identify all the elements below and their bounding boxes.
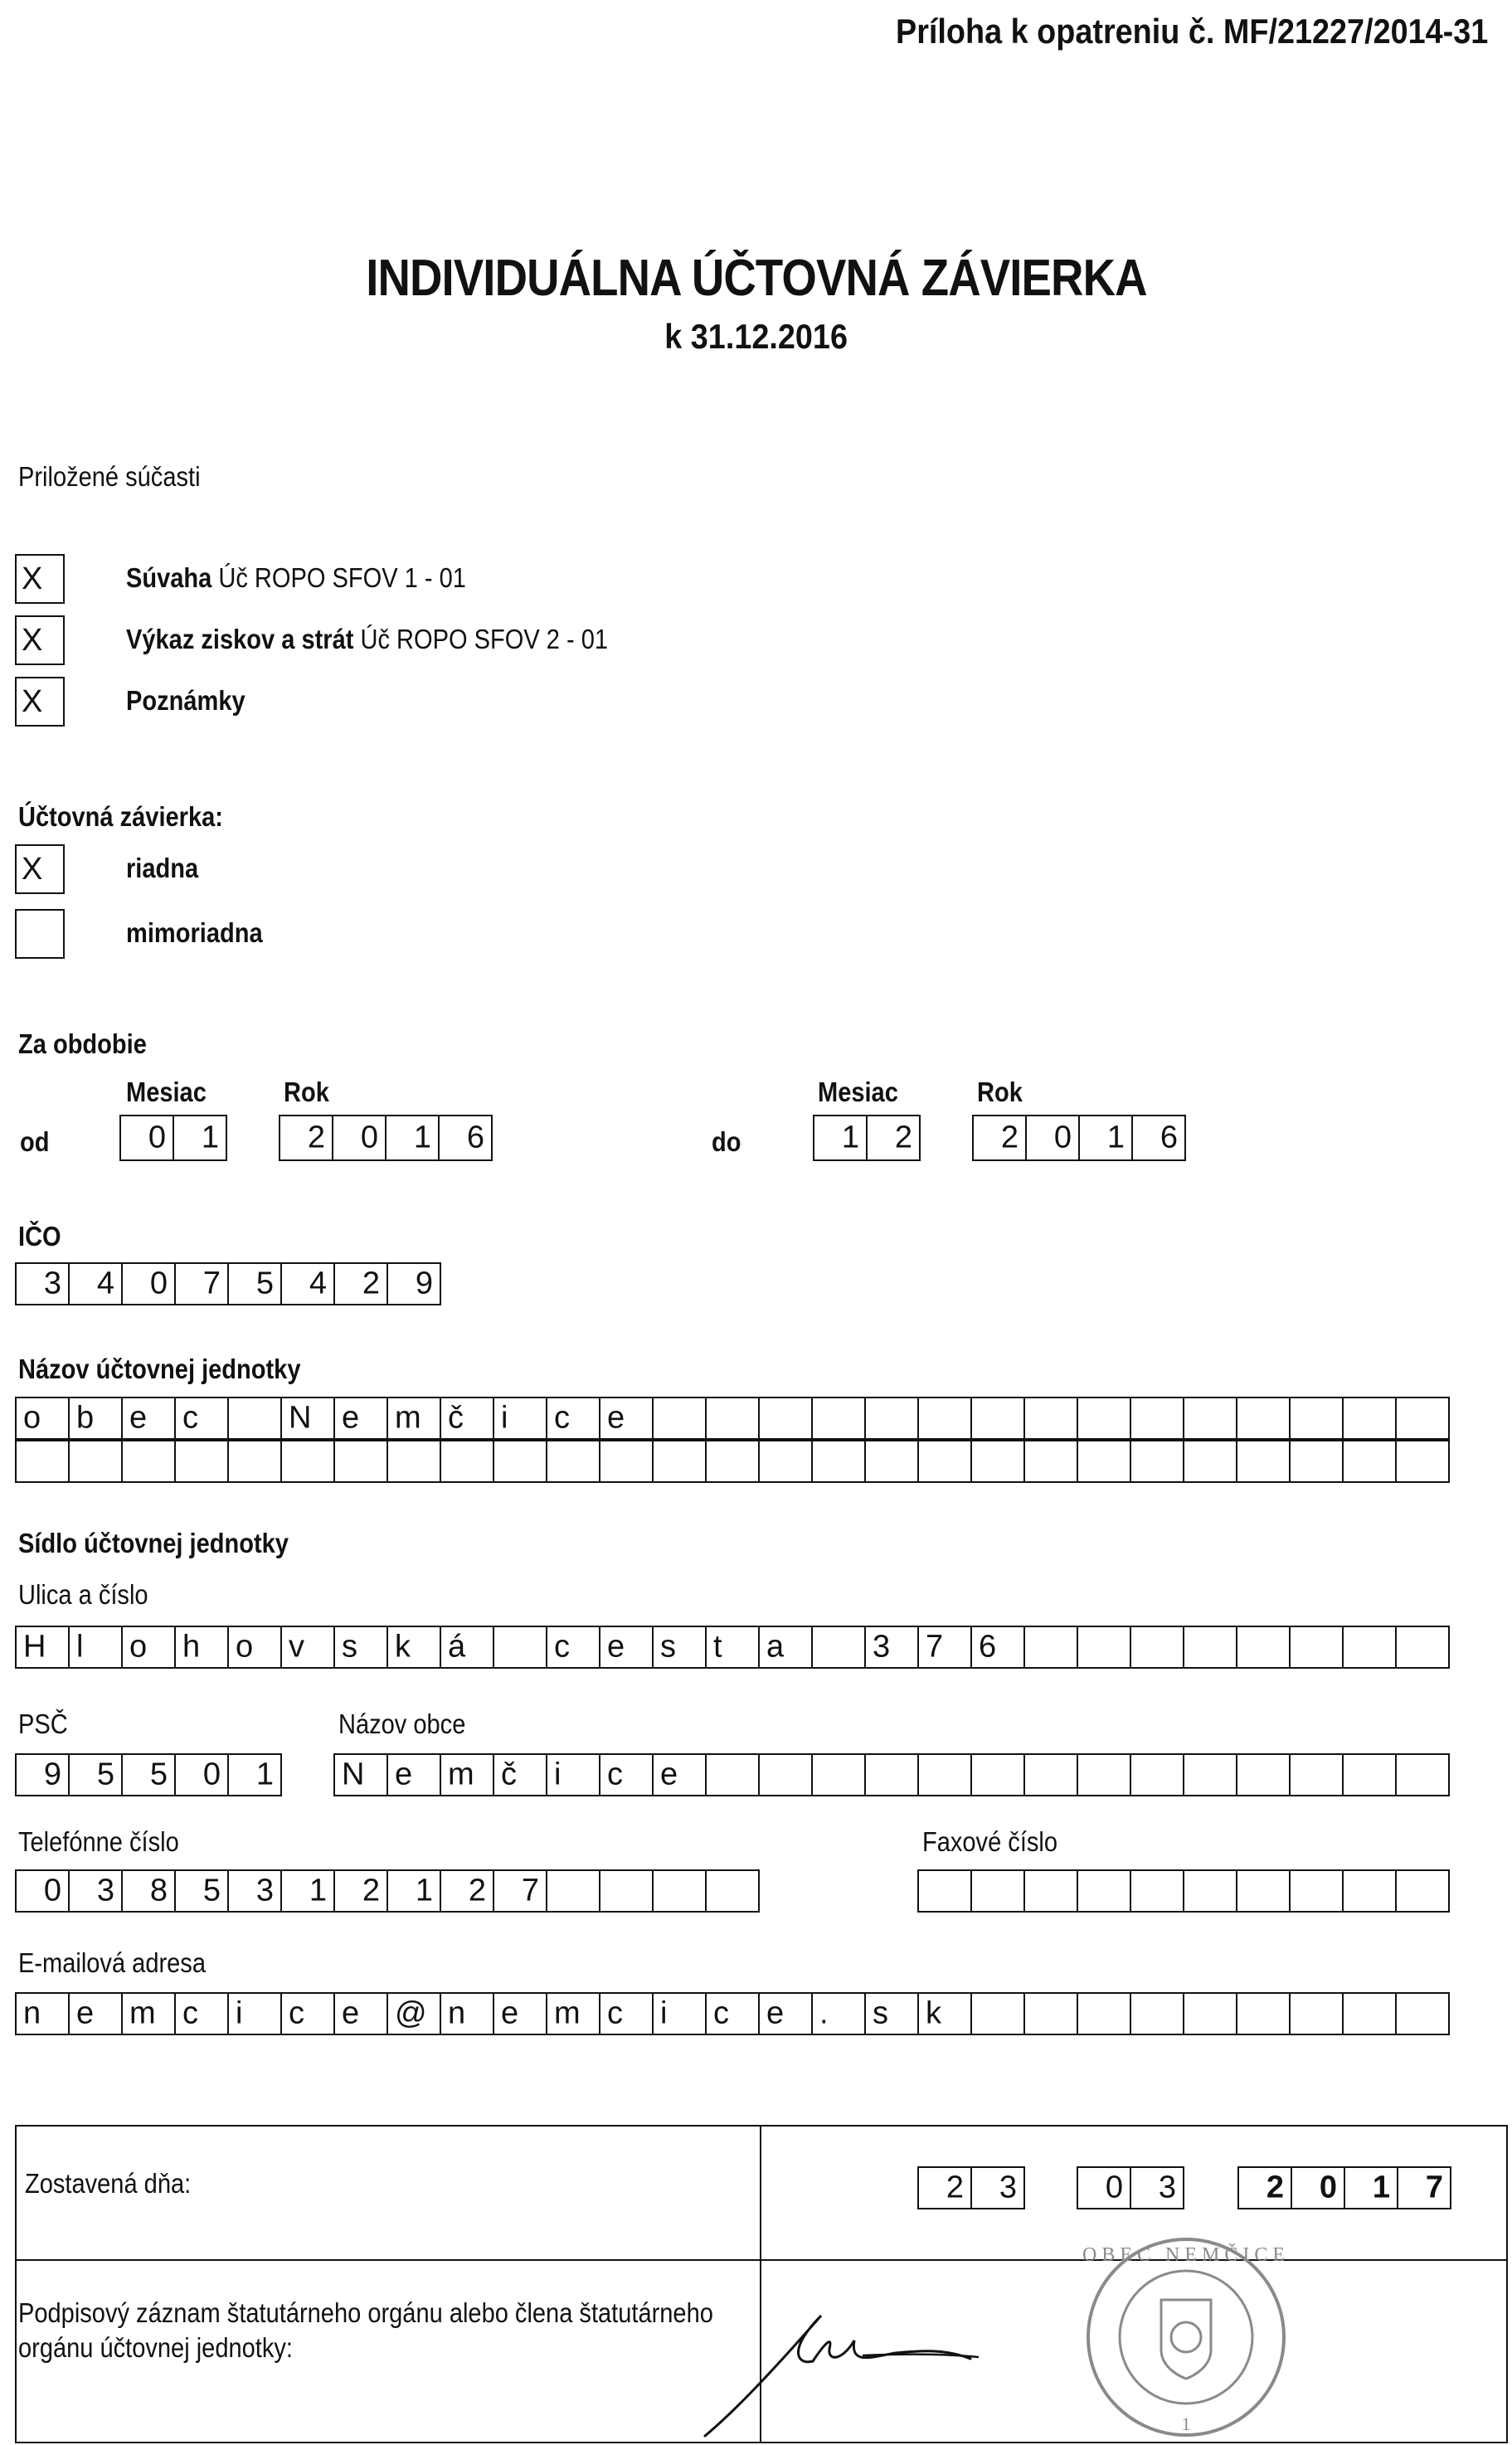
char-cell: [760, 1440, 813, 1483]
char-cell: a: [760, 1626, 813, 1669]
char-cell: [760, 1753, 813, 1796]
char-cell: [1025, 1869, 1078, 1913]
part-balance-sheet-checkbox[interactable]: X: [15, 554, 65, 604]
char-cell: [547, 1869, 600, 1913]
digit-cell: 2: [868, 1115, 921, 1161]
char-cell: [1344, 1869, 1397, 1913]
digit-cell: 5: [229, 1262, 282, 1305]
digit-cell: 2: [335, 1262, 388, 1305]
statement-extraordinary-checkbox[interactable]: [15, 909, 65, 959]
char-cell: [600, 1869, 654, 1913]
entity-name-label: Názov účtovnej jednotky: [18, 1354, 301, 1384]
char-cell: [866, 1397, 919, 1440]
char-cell: 5: [176, 1869, 229, 1913]
char-cell: [866, 1440, 919, 1483]
char-cell: 7: [919, 1626, 972, 1669]
digit-cell: 0: [121, 1115, 174, 1161]
char-cell: [972, 1440, 1025, 1483]
to-year-label: Rok: [977, 1077, 1023, 1107]
char-cell: [813, 1440, 866, 1483]
char-cell: [1078, 1753, 1131, 1796]
document-title: INDIVIDUÁLNA ÚČTOVNÁ ZÁVIERKA: [365, 250, 1147, 307]
from-month-label: Mesiac: [126, 1077, 207, 1107]
char-cell: [1291, 1869, 1344, 1913]
char-cell: [1397, 1440, 1450, 1483]
part-income-statement-checkbox[interactable]: X: [15, 615, 65, 665]
char-cell: .: [813, 1992, 866, 2035]
char-cell: [1184, 1992, 1237, 2035]
char-cell: [1397, 1869, 1450, 1913]
char-cell: [813, 1753, 866, 1796]
digit-cell: 2: [919, 2166, 972, 2209]
signature-label: Podpisový záznam štatutárneho orgánu alebo člena štatutárneho orgánu účtovnej jednotky:: [18, 2297, 713, 2363]
street-label: Ulica a číslo: [18, 1579, 148, 1610]
char-cell: e: [654, 1753, 707, 1796]
char-cell: [919, 1869, 972, 1913]
char-cell: [1237, 1626, 1291, 1669]
char-cell: [866, 1753, 919, 1796]
statement-extraordinary-label: mimoriadna: [126, 917, 263, 948]
char-cell: [1237, 1753, 1291, 1796]
digit-cell: 2: [280, 1115, 333, 1161]
digit-cell: 2: [974, 1115, 1027, 1161]
compiled-date-label: Zostavená dňa:: [25, 2168, 192, 2199]
char-cell: o: [123, 1626, 176, 1669]
official-stamp: [1062, 2213, 1310, 2441]
char-cell: [229, 1397, 282, 1440]
seat-label: Sídlo účtovnej jednotky: [18, 1528, 289, 1558]
char-cell: [1131, 1753, 1184, 1796]
char-cell: [1291, 1626, 1344, 1669]
char-cell: m: [388, 1397, 441, 1440]
char-cell: [707, 1397, 760, 1440]
char-cell: [1078, 1397, 1131, 1440]
char-cell: č: [494, 1753, 547, 1796]
char-cell: o: [229, 1626, 282, 1669]
char-cell: [1397, 1397, 1450, 1440]
digit-cell: 3: [1131, 2166, 1184, 2209]
char-cell: e: [335, 1992, 388, 2035]
char-cell: [1131, 1992, 1184, 2035]
char-cell: [1291, 1753, 1344, 1796]
char-cell: N: [282, 1397, 335, 1440]
char-cell: @: [388, 1992, 441, 2035]
char-cell: [760, 1397, 813, 1440]
char-cell: [1291, 1397, 1344, 1440]
char-cell: 3: [70, 1869, 123, 1913]
char-cell: [123, 1440, 176, 1483]
char-cell: [1237, 1992, 1291, 2035]
char-cell: [1184, 1397, 1237, 1440]
digit-cell: 9: [17, 1753, 70, 1796]
char-cell: 1: [282, 1869, 335, 1913]
char-cell: [1184, 1626, 1237, 1669]
char-cell: [1237, 1397, 1291, 1440]
town-label: Názov obce: [338, 1709, 466, 1739]
digit-cell: 1: [1080, 1115, 1133, 1161]
char-cell: k: [919, 1992, 972, 2035]
char-cell: [547, 1440, 600, 1483]
handwritten-signature: [697, 2282, 995, 2440]
part-notes-label: Poznámky: [126, 685, 246, 716]
char-cell: c: [600, 1992, 654, 2035]
char-cell: [335, 1440, 388, 1483]
char-cell: [282, 1440, 335, 1483]
char-cell: o: [17, 1397, 70, 1440]
to-month-label: Mesiac: [818, 1077, 898, 1107]
char-cell: [229, 1440, 282, 1483]
char-cell: s: [866, 1992, 919, 2035]
char-cell: i: [494, 1397, 547, 1440]
digit-cell: 7: [1398, 2166, 1451, 2209]
char-cell: [1131, 1869, 1184, 1913]
email-field[interactable]: [15, 1992, 1450, 2035]
char-cell: [972, 1753, 1025, 1796]
char-cell: [1291, 1440, 1344, 1483]
char-cell: e: [760, 1992, 813, 2035]
char-cell: m: [547, 1992, 600, 2035]
char-cell: [1397, 1992, 1450, 2035]
digit-cell: 6: [440, 1115, 493, 1161]
entity-name-row-1[interactable]: [15, 1397, 1450, 1440]
char-cell: [654, 1869, 707, 1913]
phone-field[interactable]: [15, 1869, 760, 1913]
ico-label: IČO: [18, 1221, 61, 1252]
char-cell: [813, 1397, 866, 1440]
char-cell: [972, 1992, 1025, 2035]
char-cell: H: [17, 1626, 70, 1669]
digit-cell: 1: [814, 1115, 868, 1161]
char-cell: s: [654, 1626, 707, 1669]
char-cell: c: [176, 1992, 229, 2035]
char-cell: [972, 1397, 1025, 1440]
char-cell: [1025, 1753, 1078, 1796]
char-cell: [1078, 1440, 1131, 1483]
char-cell: e: [494, 1992, 547, 2035]
entity-name-row-2[interactable]: [15, 1440, 1450, 1483]
phone-label: Telefónne číslo: [18, 1826, 179, 1857]
ico-field[interactable]: [15, 1262, 441, 1305]
psc-label: PSČ: [18, 1709, 68, 1739]
char-cell: [494, 1440, 547, 1483]
char-cell: [972, 1869, 1025, 1913]
char-cell: [654, 1440, 707, 1483]
char-cell: č: [441, 1397, 494, 1440]
char-cell: m: [441, 1753, 494, 1796]
char-cell: [1131, 1626, 1184, 1669]
char-cell: [1025, 1992, 1078, 2035]
digit-cell: 0: [176, 1753, 229, 1796]
char-cell: N: [335, 1753, 388, 1796]
char-cell: [17, 1440, 70, 1483]
char-cell: [1237, 1440, 1291, 1483]
char-cell: [176, 1440, 229, 1483]
period-label: Za obdobie: [18, 1028, 147, 1059]
char-cell: [1344, 1440, 1397, 1483]
char-cell: i: [547, 1753, 600, 1796]
statement-type-label: Účtovná závierka:: [18, 801, 223, 832]
char-cell: c: [600, 1753, 654, 1796]
char-cell: e: [600, 1397, 654, 1440]
char-cell: 8: [123, 1869, 176, 1913]
char-cell: [1397, 1753, 1450, 1796]
char-cell: [1184, 1440, 1237, 1483]
char-cell: s: [335, 1626, 388, 1669]
char-cell: 6: [972, 1626, 1025, 1669]
digit-cell: 4: [282, 1262, 335, 1305]
statement-regular-checkbox[interactable]: X: [15, 844, 65, 894]
from-month-field[interactable]: [119, 1115, 227, 1161]
char-cell: c: [176, 1397, 229, 1440]
compiled-day-field[interactable]: [917, 2166, 1025, 2209]
char-cell: e: [335, 1397, 388, 1440]
psc-field[interactable]: [15, 1753, 282, 1796]
char-cell: 7: [494, 1869, 547, 1913]
digit-cell: 3: [972, 2166, 1025, 2209]
stamp-text: OBEC NEMČICE: [1082, 2244, 1291, 2266]
digit-cell: 9: [388, 1262, 441, 1305]
attached-parts-label: Priložené súčasti: [18, 461, 201, 492]
statement-regular-label: riadna: [126, 853, 199, 883]
digit-cell: 1: [174, 1115, 227, 1161]
digit-cell: 0: [1292, 2166, 1345, 2209]
char-cell: m: [123, 1992, 176, 2035]
digit-cell: 0: [333, 1115, 387, 1161]
char-cell: c: [282, 1992, 335, 2035]
part-income-statement-label: Výkaz ziskov a strát Úč ROPO SFOV 2 - 01: [126, 624, 609, 654]
compiled-month-field[interactable]: [1077, 2166, 1184, 2209]
digit-cell: 5: [70, 1753, 123, 1796]
char-cell: [1184, 1869, 1237, 1913]
as-of-date: k 31.12.2016: [664, 317, 848, 356]
digit-cell: 6: [1133, 1115, 1186, 1161]
char-cell: c: [707, 1992, 760, 2035]
char-cell: l: [70, 1626, 123, 1669]
char-cell: [1184, 1753, 1237, 1796]
char-cell: [494, 1626, 547, 1669]
char-cell: [1291, 1992, 1344, 2035]
char-cell: e: [70, 1992, 123, 2035]
to-year-field[interactable]: [972, 1115, 1186, 1161]
digit-cell: 0: [123, 1262, 176, 1305]
char-cell: [919, 1753, 972, 1796]
digit-cell: 2: [1239, 2166, 1292, 2209]
char-cell: [70, 1440, 123, 1483]
char-cell: c: [547, 1397, 600, 1440]
char-cell: i: [229, 1992, 282, 2035]
digit-cell: 4: [70, 1262, 123, 1305]
digit-cell: 3: [17, 1262, 70, 1305]
char-cell: [707, 1869, 760, 1913]
char-cell: 3: [866, 1626, 919, 1669]
digit-cell: 7: [176, 1262, 229, 1305]
fax-label: Faxové číslo: [922, 1826, 1058, 1857]
digit-cell: 1: [1345, 2166, 1398, 2209]
char-cell: 2: [441, 1869, 494, 1913]
digit-cell: 5: [123, 1753, 176, 1796]
char-cell: n: [17, 1992, 70, 2035]
char-cell: [707, 1440, 760, 1483]
char-cell: k: [388, 1626, 441, 1669]
char-cell: v: [282, 1626, 335, 1669]
char-cell: [1344, 1397, 1397, 1440]
char-cell: [1237, 1869, 1291, 1913]
char-cell: [813, 1626, 866, 1669]
char-cell: [600, 1440, 654, 1483]
char-cell: [1025, 1440, 1078, 1483]
char-cell: [1131, 1397, 1184, 1440]
char-cell: e: [123, 1397, 176, 1440]
char-cell: [1344, 1992, 1397, 2035]
char-cell: [1397, 1626, 1450, 1669]
part-balance-sheet-label: Súvaha Úč ROPO SFOV 1 - 01: [126, 562, 466, 593]
compiled-year-field[interactable]: [1237, 2166, 1451, 2209]
char-cell: [707, 1753, 760, 1796]
char-cell: h: [176, 1626, 229, 1669]
char-cell: á: [441, 1626, 494, 1669]
from-label: od: [20, 1126, 50, 1157]
from-year-label: Rok: [284, 1077, 329, 1107]
email-label: E-mailová adresa: [18, 1947, 206, 1978]
to-label: do: [712, 1126, 741, 1157]
char-cell: e: [388, 1753, 441, 1796]
stamp-number: 1: [1181, 2413, 1191, 2434]
char-cell: [1344, 1753, 1397, 1796]
digit-cell: 0: [1027, 1115, 1080, 1161]
char-cell: t: [707, 1626, 760, 1669]
fax-field[interactable]: [917, 1869, 1450, 1913]
char-cell: e: [600, 1626, 654, 1669]
street-field[interactable]: [15, 1626, 1450, 1669]
char-cell: [919, 1440, 972, 1483]
char-cell: [1078, 1626, 1131, 1669]
char-cell: [654, 1397, 707, 1440]
digit-cell: 1: [229, 1753, 282, 1796]
town-field[interactable]: [333, 1753, 1450, 1796]
char-cell: [441, 1440, 494, 1483]
digit-cell: 1: [387, 1115, 440, 1161]
char-cell: 2: [335, 1869, 388, 1913]
char-cell: [1025, 1397, 1078, 1440]
char-cell: n: [441, 1992, 494, 2035]
char-cell: i: [654, 1992, 707, 2035]
char-cell: [1078, 1992, 1131, 2035]
char-cell: [919, 1397, 972, 1440]
part-notes-checkbox[interactable]: X: [15, 677, 65, 727]
char-cell: b: [70, 1397, 123, 1440]
char-cell: 0: [17, 1869, 70, 1913]
digit-cell: 0: [1078, 2166, 1131, 2209]
document-reference: Príloha k opatreniu č. MF/21227/2014-31: [896, 12, 1489, 51]
char-cell: [1078, 1869, 1131, 1913]
char-cell: [1131, 1440, 1184, 1483]
char-cell: c: [547, 1626, 600, 1669]
char-cell: 1: [388, 1869, 441, 1913]
char-cell: [388, 1440, 441, 1483]
char-cell: [1025, 1626, 1078, 1669]
to-month-field[interactable]: [813, 1115, 921, 1161]
from-year-field[interactable]: [279, 1115, 493, 1161]
char-cell: [1344, 1626, 1397, 1669]
char-cell: 3: [229, 1869, 282, 1913]
